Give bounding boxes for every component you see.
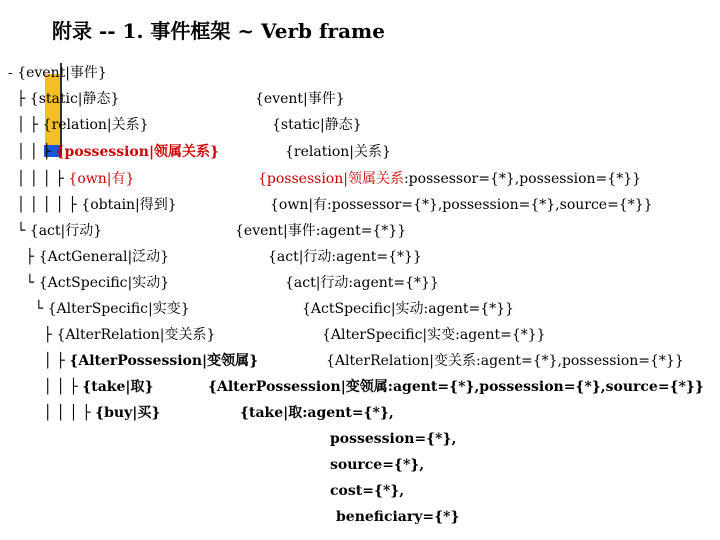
tree-node	[8, 326, 215, 344]
tree-label: {take|取}	[82, 379, 154, 395]
frame-line	[285, 274, 439, 292]
frame-line	[326, 352, 684, 370]
frame-text: {AlterRelation|变关系:agent={*},possession={*}}	[326, 353, 684, 369]
tree-prefix: │ │ │ ├	[8, 405, 96, 421]
frame-text: {own|有:possessor={*},possession={*},source={*}}	[270, 197, 653, 213]
tree-prefix: └	[8, 223, 30, 239]
tree-prefix: │ │ │ ├	[8, 171, 69, 187]
tree-label: {buy|买}	[95, 405, 161, 421]
tree-label: {AlterSpecific|实变}	[47, 301, 190, 317]
frame-line	[330, 482, 404, 500]
tree-prefix: ├	[8, 327, 57, 343]
tree-node	[8, 378, 154, 396]
tree-prefix: │ ├	[8, 117, 43, 133]
frame-line	[330, 456, 424, 474]
frame-text: {ActSpecific|实动:agent={*}}	[302, 301, 514, 317]
tree-prefix: │ │ ├	[8, 144, 56, 160]
tree-node	[8, 248, 169, 266]
tree-node	[8, 143, 219, 161]
frame-line	[330, 430, 456, 448]
tree-prefix: -	[8, 65, 18, 81]
tree-label: {relation|关系}	[42, 117, 149, 133]
page-title: 附录 -- 1. 事件框架 ~ Verb frame	[52, 19, 385, 43]
tree-node	[8, 222, 102, 240]
tree-prefix: │ │ ├	[8, 379, 83, 395]
frame-text: {event|事件}	[255, 91, 345, 107]
tree-label: {own|有}	[68, 171, 135, 187]
frame-highlight-text: {possession|领属关系	[258, 171, 404, 187]
frame-line	[336, 508, 459, 526]
frame-text: {relation|关系}	[285, 144, 391, 160]
tree-label: {ActSpecific|实动}	[38, 275, 170, 291]
tree-node	[8, 404, 160, 422]
tree-prefix: ├	[8, 249, 39, 265]
tree-label: {obtain|得到}	[81, 197, 177, 213]
frame-text: {AlterSpecific|实变:agent={*}}	[322, 327, 546, 343]
frame-text: beneficiary={*}	[336, 509, 460, 525]
frame-text: possession={*},	[330, 431, 457, 447]
frame-text: {act|行动:agent={*}}	[268, 249, 422, 265]
frame-role-text: :possessor={*},possession={*}}	[403, 171, 642, 187]
tree-prefix: ├	[8, 91, 30, 107]
frame-line	[270, 196, 653, 214]
frame-line	[208, 378, 704, 396]
frame-text: {event|事件:agent={*}}	[235, 223, 407, 239]
tree-node	[8, 116, 149, 134]
frame-line	[322, 326, 546, 344]
tree-label: {event|事件}	[17, 65, 107, 81]
tree-label: {possession|领属关系}	[55, 144, 220, 160]
frame-text: cost={*},	[330, 483, 405, 499]
tree-node	[8, 64, 107, 82]
frame-line	[268, 248, 422, 266]
tree-label: {static|静态}	[29, 91, 120, 107]
frame-role-text: :agent={*},possession={*},source={*}}	[387, 379, 704, 395]
tree-label: {act|行动}	[29, 223, 103, 239]
tree-node	[8, 352, 258, 370]
frame-line	[235, 222, 406, 240]
tree-label: {AlterPossession|变领属}	[69, 353, 259, 369]
frame-line	[272, 116, 362, 134]
tree-node	[8, 90, 119, 108]
tree-node	[8, 196, 177, 214]
tree-prefix: └	[8, 275, 39, 291]
tree-prefix: │ │ │ │ ├	[8, 197, 82, 213]
tree-prefix: └	[8, 301, 48, 317]
frame-line	[240, 404, 394, 422]
frame-line	[255, 90, 345, 108]
frame-line	[285, 143, 391, 161]
frame-text: source={*},	[330, 457, 425, 473]
tree-prefix: │ ├	[8, 353, 70, 369]
frame-text: {AlterPossession|变领属	[208, 379, 388, 395]
frame-line	[302, 300, 514, 318]
frame-line	[258, 170, 641, 188]
frame-text: {act|行动:agent={*}}	[285, 275, 439, 291]
tree-node	[8, 274, 169, 292]
tree-label: {ActGeneral|泛动}	[38, 249, 170, 265]
tree-label: {AlterRelation|变关系}	[56, 327, 216, 343]
frame-text: {static|静态}	[272, 117, 362, 133]
frame-text: {take|取:agent={*},	[240, 405, 394, 421]
tree-node	[8, 170, 134, 188]
tree-node	[8, 300, 190, 318]
